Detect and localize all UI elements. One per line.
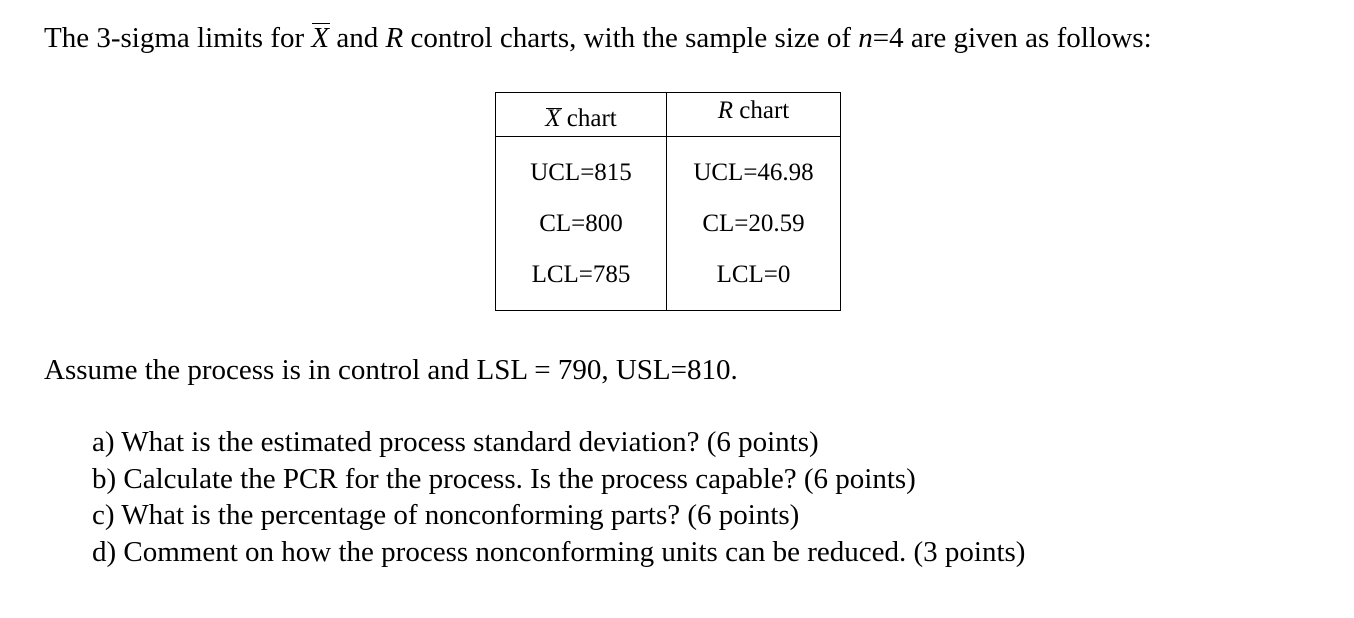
question-d: d) Comment on how the process nonconforming units can be reduced. (3 points)	[92, 535, 1026, 568]
xbar-symbol: X	[311, 22, 330, 54]
intro-text-1: The 3-sigma limits for	[44, 22, 312, 54]
intro-text-2: and	[329, 22, 386, 54]
question-a: a) What is the estimated process standard deviation? (6 points)	[92, 426, 819, 458]
intro-text-4: =4 are given as follows:	[872, 22, 1152, 54]
table-header-row	[496, 93, 841, 137]
r-limits-cell	[667, 137, 841, 311]
question-b: b) Calculate the PCR for the process. Is the process capable? (6 points)	[92, 462, 916, 495]
assumption-text: Assume the process is in control and LSL = 790, USL=810.	[44, 354, 738, 386]
xbar-limits-cell	[496, 137, 667, 311]
r-header-text: chart	[733, 96, 790, 124]
r-symbol: R	[385, 22, 404, 54]
table-row	[496, 137, 841, 311]
xbar-ucl: UCL=815	[530, 159, 632, 186]
question-c: c) What is the percentage of nonconforming parts? (6 points)	[92, 499, 800, 531]
xbar-lcl: LCL=785	[531, 261, 631, 288]
problem-intro	[44, 20, 1152, 56]
xbar-cl: CL=800	[539, 210, 623, 237]
xbar-header-symbol: X	[545, 104, 561, 132]
r-lcl: LCL=0	[716, 261, 791, 288]
intro-text-3: control charts, with the sample size of	[403, 22, 859, 54]
xbar-chart-header	[496, 93, 667, 137]
xbar-header-text: chart	[560, 104, 617, 132]
r-chart-header	[667, 93, 841, 137]
r-ucl: UCL=46.98	[693, 159, 814, 186]
control-limits-table	[495, 92, 841, 311]
question-list	[92, 424, 1025, 570]
n-symbol: n	[858, 22, 873, 54]
r-header-symbol: R	[717, 96, 734, 124]
r-cl: CL=20.59	[702, 210, 805, 237]
